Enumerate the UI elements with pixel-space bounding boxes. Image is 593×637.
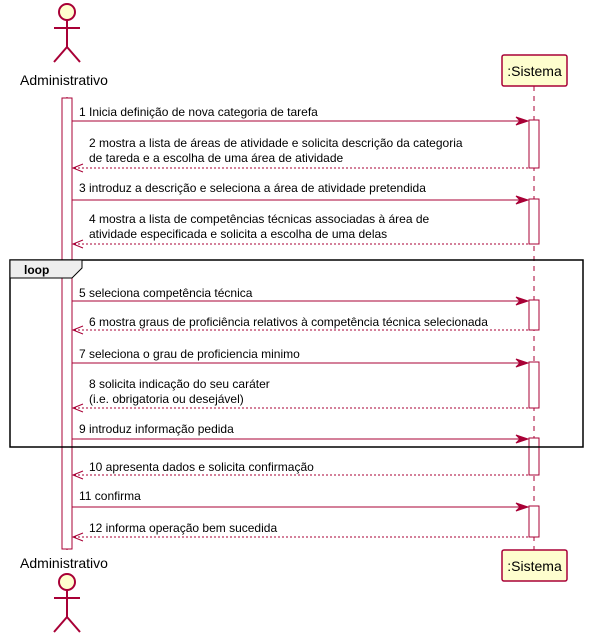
loop-label: loop <box>24 263 50 277</box>
message-label: 12 informa operação bem sucedida <box>89 521 278 535</box>
message-m7 <box>72 347 528 367</box>
message-label: 3 introduz a descrição e seleciona a área de atividade pretendida <box>79 181 426 195</box>
message-label: (i.e. obrigatoria ou desejável) <box>89 392 244 406</box>
actor-bottom <box>20 555 108 632</box>
system-name-bottom: :Sistema <box>507 558 562 574</box>
message-m9 <box>72 422 528 443</box>
system-box-bottom <box>502 550 567 581</box>
message-m11 <box>72 489 528 511</box>
message-m3 <box>72 181 528 204</box>
actor-top <box>20 4 108 88</box>
message-label: 9 introduz informação pedida <box>79 422 234 436</box>
message-label: 10 apresenta dados e solicita confirmação <box>89 460 314 474</box>
system-activation-bar <box>529 362 539 408</box>
message-label: 2 mostra a lista de áreas de atividade e solicita descrição da categoria <box>89 136 463 150</box>
system-activation-bar <box>529 438 539 475</box>
actor-name-top: Administrativo <box>20 72 108 88</box>
message-label: 1 Inicia definição de nova categoria de tarefa <box>79 105 318 119</box>
message-m2 <box>73 136 529 172</box>
message-label: 6 mostra graus de proficiência relativos à competência técnica selecionada <box>89 315 488 329</box>
system-name-top: :Sistema <box>507 63 562 79</box>
actor-name-bottom: Administrativo <box>20 555 108 571</box>
message-label: 8 solicita indicação do seu caráter <box>89 377 270 391</box>
message-m6 <box>73 315 529 334</box>
message-label: 7 seleciona o grau de proficiencia minimo <box>79 347 300 361</box>
system-activation-bar <box>529 506 539 537</box>
message-label: atividade especificada e solicita a escolha de uma delas <box>89 227 388 241</box>
system-box-top <box>502 55 567 86</box>
actor-icon <box>54 574 80 632</box>
message-m4 <box>73 212 529 248</box>
system-activation-bar <box>529 300 539 330</box>
message-m10 <box>73 460 529 479</box>
actor-icon <box>54 4 80 62</box>
messages <box>72 105 529 541</box>
message-m1 <box>72 105 528 125</box>
message-m12 <box>73 521 529 541</box>
message-label: 5 seleciona competência técnica <box>79 286 253 300</box>
message-label: 4 mostra a lista de competências técnicas associadas à área de <box>89 212 430 226</box>
message-label: de tareda e a escolha de uma área de atividade <box>89 151 344 165</box>
message-m8 <box>73 377 529 412</box>
system-activation-bar <box>529 199 539 244</box>
system-activation-bar <box>529 120 539 168</box>
message-m5 <box>72 286 528 305</box>
message-label: 11 confirma <box>79 489 141 503</box>
actor-activation-bar <box>62 98 72 549</box>
